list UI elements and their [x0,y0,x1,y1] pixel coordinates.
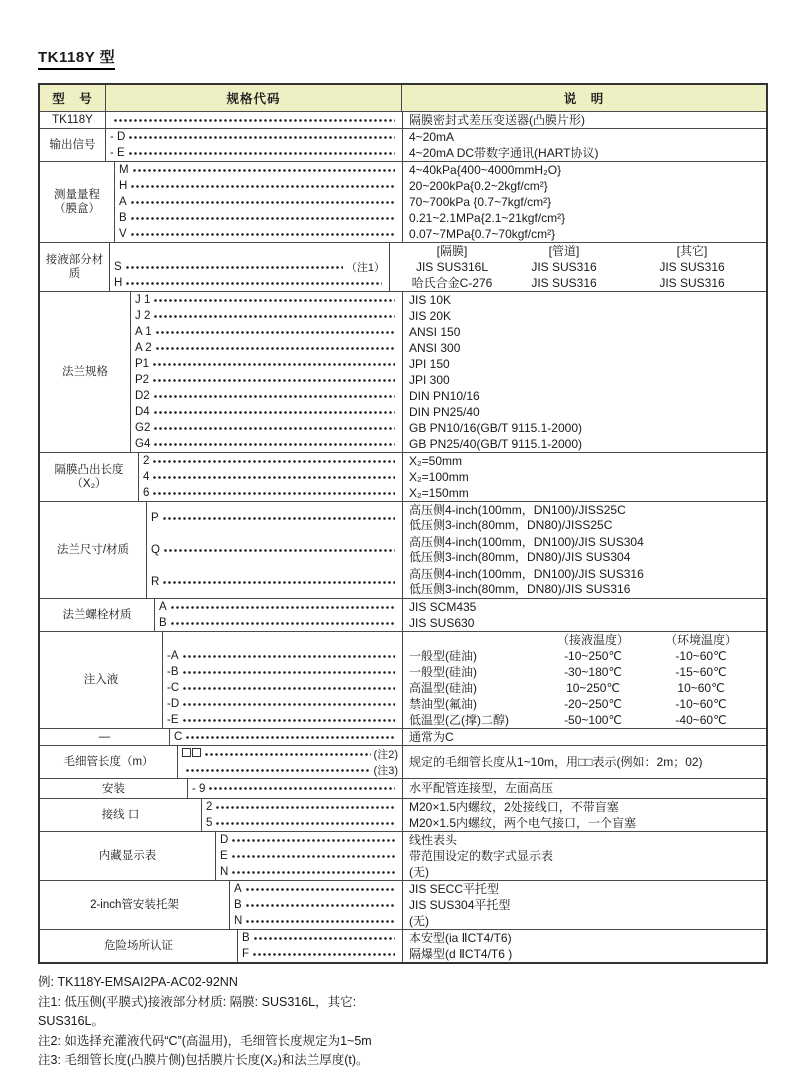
code-value: -B [167,666,179,678]
code-value: H [114,277,123,289]
description: 隔膜密封式差压变送器(凸膜片形) [402,112,766,128]
description: 20~200kPa{0.2~2kgf/cm²} [402,178,766,194]
material-headers [389,243,766,259]
dotted-leader [162,580,395,585]
code-value: 6 [143,487,150,499]
spec-table [38,83,768,964]
spec-row [115,210,766,226]
spec-row [115,226,766,242]
description: 本安型(ia ⅡCT4/T6) [402,930,766,946]
dotted-leader [170,605,395,610]
digit-box [182,748,191,757]
description: GB PN25/40(GB/T 9115.1-2000) [402,436,766,452]
spec-row [238,930,766,946]
description: 规定的毛细管长度从1~10m，用□□表示(例如：2m；02) [402,746,766,778]
spec-row [216,864,766,880]
code-value: G2 [135,422,151,434]
section-label: 接线 口 [40,799,202,831]
dotted-leader [153,298,395,303]
code-value: -D [167,698,180,710]
code-value: N [220,866,229,878]
spec-row [230,881,766,897]
section-label: 法兰尺寸/材质 [40,502,147,598]
description: X₂=100mm [402,469,766,485]
spec-row [147,502,766,534]
description: 哈氏合金C-276 JIS SUS316 JIS SUS316 [389,275,766,291]
section-label: 接液部分材质 [40,243,110,291]
spec-row [170,729,766,745]
dotted-leader [132,168,395,173]
section-label: 2-inch管安装托架 [40,881,230,929]
code-value: - E [110,147,125,159]
spec-row [155,599,766,615]
code-value: P2 [135,374,150,386]
spec-row [139,453,766,469]
section-label: 内藏显示表 [40,832,216,880]
spec-row [238,946,766,962]
code-value: D4 [135,406,150,418]
description: (无) [402,864,766,880]
code-value: B [159,617,167,629]
dotted-leader [155,330,395,335]
spec-row [178,746,766,778]
dotted-leader [125,281,382,286]
description: 一般型(硅油) -10~250℃ -10~60℃ [402,648,766,664]
description: (无) [402,913,766,929]
code-value: 4 [143,471,150,483]
dotted-leader [153,314,395,319]
section-protrusion-length [40,452,766,501]
dotted-leader [182,686,395,691]
dotted-leader [152,459,395,464]
dotted-leader [231,870,395,875]
spec-row [147,534,766,566]
spec-row [131,420,766,436]
description: JIS 10K [402,292,766,308]
code-value: P1 [135,358,150,370]
section-fill-fluid [40,631,766,728]
description: ANSI 300 [402,340,766,356]
description: X₂=50mm [402,453,766,469]
code-value: F [242,948,250,960]
dotted-leader [245,887,395,892]
section-wetted-material [40,242,766,291]
code-value: - D [110,131,126,143]
code-value: R [151,576,160,588]
section-conduit-connection [40,798,766,831]
section-output-signal [40,128,766,161]
description: JPI 300 [402,372,766,388]
spec-row [216,848,766,864]
code-value: C [174,731,183,743]
dotted-leader [162,516,395,521]
spec-row [131,324,766,340]
note-ref: (注2) [373,749,398,761]
code-value: B [242,932,250,944]
spec-row [115,194,766,210]
spec-row [163,696,766,712]
description: JIS 20K [402,308,766,324]
code-value: J 1 [135,294,151,306]
description: M20×1.5内螺纹，两个电气接口，一个盲塞 [402,815,766,831]
code-value: -E [167,714,179,726]
dotted-leader [231,838,395,843]
spec-row [106,129,766,145]
code-value: A [159,601,167,613]
footnote-1-cont: SUS316L。 [38,1014,105,1028]
section-label: — [40,729,170,745]
description: 水平配管连接型，左面高压 [402,779,766,798]
code-value: B [234,899,242,911]
spec-row [139,485,766,501]
spec-row [131,356,766,372]
description: DIN PN10/16 [402,388,766,404]
code-value: N [234,915,243,927]
footnotes [38,973,768,1071]
description: 4~20mA [402,129,766,145]
header-code: 规格代码 [106,85,402,111]
section-label: 测量量程 （膜盒） [40,162,115,242]
section-label: 注入液 [40,632,163,728]
code-value: B [119,212,127,224]
description: 70~700kPa {0.7~7kgf/cm²} [402,194,766,210]
code-value: E [220,850,228,862]
dotted-leader [231,854,395,859]
section-hazardous-certification [40,929,766,962]
code-value: 5 [206,817,213,829]
dotted-leader [152,378,395,383]
section-mounting [40,778,766,798]
description: 通常为C [402,729,766,745]
code-value: M [119,164,129,176]
description: 高压侧4-inch(100mm，DN100)/JIS SUS304 低压侧3-inch(80mm，DN80)/JIS SUS304 [402,534,766,566]
code-value: - 9 [192,782,206,795]
section-model [40,112,766,128]
description: ANSI 150 [402,324,766,340]
spec-row [106,145,766,161]
dotted-leader [215,821,395,826]
description: DIN PN25/40 [402,404,766,420]
description: 隔爆型(d ⅡCT4/T6 ) [402,946,766,962]
spec-row [131,388,766,404]
footnote-1: 注1: 低压侧(平膜式)接液部分材质: 隔膜: SUS316L，其它: [38,994,357,1009]
dotted-leader [182,654,396,659]
code-value: A 2 [135,342,152,354]
dotted-leader [182,702,395,707]
description: 0.21~2.1MPa{2.1~21kgf/cm²} [402,210,766,226]
section-label: 法兰规格 [40,292,131,452]
spec-row [163,712,766,728]
description: JIS SUS304平托型 [402,897,766,913]
description: X₂=150mm [402,485,766,501]
code-value: A [234,883,242,895]
code-value: Q [151,544,160,556]
section-label: 危险场所认证 [40,930,238,962]
dotted-leader [130,184,395,189]
note-ref: （注1） [345,262,385,274]
fill-temp-header: （环境温度） [664,632,737,647]
material-col-header: [隔膜] [436,243,468,258]
header-model: 型 号 [40,85,106,111]
dotted-leader [182,670,396,675]
material-col-header: [其它] [676,243,708,258]
footnote-2: 注2: 如选择充灌液代码“C”(高温用)，毛细管长度规定为1~5m [38,1033,372,1048]
header-desc: 说 明 [563,92,605,106]
description: JIS SECC平托型 [402,881,766,897]
code-value: G4 [135,438,151,450]
description: JIS SUS630 [402,615,766,631]
example-code: 例: TK118Y-EMSAI2PA-AC02-92NN [38,975,238,989]
dotted-leader [253,936,395,941]
spec-row [230,913,766,929]
spec-row [163,648,766,664]
section-label: TK118Y [40,112,106,128]
code-value: J 2 [135,310,151,322]
section-label: 毛细管长度（m） [40,746,178,778]
spec-row [202,799,766,815]
section-capillary-length [40,745,766,778]
spec-row [131,292,766,308]
code-value: -C [167,682,180,694]
dotted-leader [152,491,395,496]
dotted-leader [130,200,395,205]
spec-row [131,404,766,420]
code-value: A [119,196,127,208]
description: JIS SUS316L JIS SUS316 JIS SUS316 [389,259,766,275]
dotted-leader [245,903,395,908]
spec-row [131,436,766,452]
description: 4~40kPa{400~4000mmH₂O} [402,162,766,178]
spec-row [216,832,766,848]
section-pipe-bracket [40,880,766,929]
description: GB PN10/16(GB/T 9115.1-2000) [402,420,766,436]
dotted-leader [152,362,395,367]
spec-row [188,779,766,798]
spec-row [131,372,766,388]
dotted-leader [215,805,395,810]
code-value: P [151,512,159,524]
spec-row [139,469,766,485]
description: 带范围设定的数字式显示表 [402,848,766,864]
dotted-leader [182,718,396,723]
description: 低温型(乙(撑)二醇) -50~100℃ -40~60℃ [402,712,766,728]
spec-row [110,259,766,275]
dotted-leader [163,548,395,553]
spec-row [155,615,766,631]
description: 4~20mA DC带数字通讯(HART协议) [402,145,766,161]
section-label: 法兰螺栓材质 [40,599,155,631]
dotted-leader [128,135,395,140]
spec-row [147,566,766,598]
dotted-leader [153,394,395,399]
description: M20×1.5内螺纹，2处接线口，不带盲塞 [402,799,766,815]
section-flange-bolt-material [40,598,766,631]
spec-row [110,243,766,259]
code-value: 2 [143,455,150,467]
fill-temp-headers [402,632,766,648]
code-value: S [114,261,122,273]
dotted-leader [185,735,395,740]
code-value: D [220,834,229,846]
dotted-leader [153,426,395,431]
spec-row [230,897,766,913]
fill-temp-header: （接液温度） [556,632,629,647]
spec-row [163,664,766,680]
dotted-leader [204,752,371,757]
code-value: H [119,180,128,192]
spec-row [163,680,766,696]
code-value: 2 [206,801,213,813]
section-label: 安装 [40,779,188,798]
dotted-leader [153,410,395,415]
description: JIS SCM435 [402,599,766,615]
material-col-header: [管道] [548,243,580,258]
section-flange-standard [40,291,766,452]
section-label: 输出信号 [40,129,106,161]
dotted-leader [208,786,395,791]
dotted-leader [155,346,395,351]
page-title: TK118Y 型 [38,46,115,70]
spec-row [131,340,766,356]
dotted-leader [113,118,395,123]
length-digit-boxes [182,748,201,760]
spec-row [131,308,766,324]
code-value: -A [167,650,179,662]
dotted-leader [130,216,395,221]
dotted-leader [130,232,395,237]
description: 高压侧4-inch(100mm，DN100)/JISS25C 低压侧3-inch(80mm，DN80)/JISS25C [402,502,766,534]
spec-row [115,178,766,194]
spec-row [106,112,766,128]
dotted-leader [128,151,395,156]
dotted-leader [245,919,395,924]
dotted-leader [252,952,395,957]
note-ref: (注3) [373,765,398,777]
description: 高温型(硅油) 10~250℃ 10~60℃ [402,680,766,696]
section-range [40,161,766,242]
section-label: 隔膜凸出长度（X₂） [40,453,139,501]
code-value: A 1 [135,326,152,338]
description: 高压侧4-inch(100mm，DN100)/JIS SUS316 低压侧3-inch(80mm，DN80)/JIS SUS316 [402,566,766,598]
dotted-leader [125,265,343,270]
spec-row [115,162,766,178]
dotted-leader [153,442,395,447]
dotted-leader [152,475,395,480]
dotted-leader [170,621,395,626]
description: 线性表头 [402,832,766,848]
spec-row [163,632,766,648]
table-header [40,85,766,112]
code-value: D2 [135,390,150,402]
code-value: V [119,228,127,240]
section-dash [40,728,766,745]
description: 一般型(硅油) -30~180℃ -15~60℃ [402,664,766,680]
description: JPI 150 [402,356,766,372]
section-indicator [40,831,766,880]
dotted-leader [185,768,371,773]
footnote-3: 注3: 毛细管长度(凸膜片侧)包括膜片长度(X₂)和法兰厚度(t)。 [38,1053,369,1067]
description: 0.07~7MPa{0.7~70kgf/cm²} [402,226,766,242]
digit-box [192,748,201,757]
section-flange-size-material [40,501,766,598]
spec-row [202,815,766,831]
spec-row [110,275,766,291]
description: 禁油型(氟油) -20~250℃ -10~60℃ [402,696,766,712]
